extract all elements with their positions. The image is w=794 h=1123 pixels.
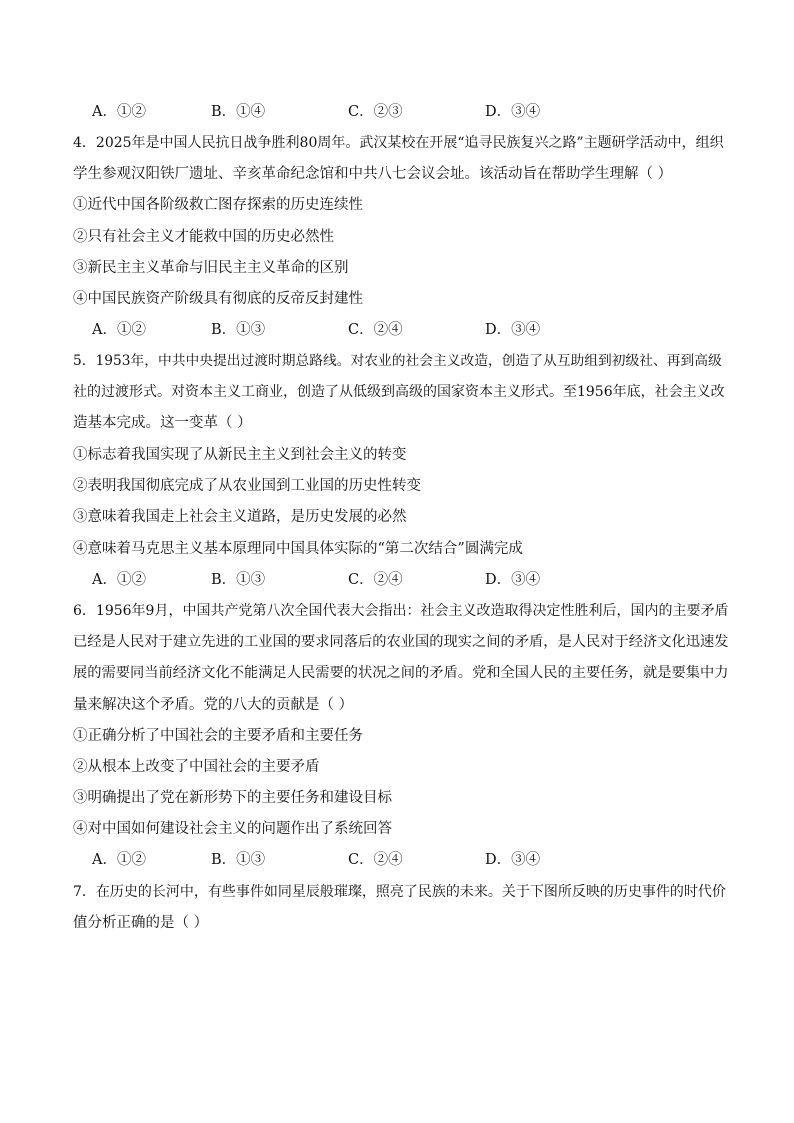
q4-stem-line-1: 4．2025年是中国人民抗日战争胜利80周年。武汉某校在开展“追寻民族复兴之路”主题研学活动中，组织 xyxy=(73,135,724,151)
q4-statement-2: ②只有社会主义才能救中国的历史必然性 xyxy=(73,229,334,245)
q5-stem-line-3: 造基本完成。这一变革（ ） xyxy=(73,415,252,431)
q5-option-b[interactable]: B．①③ xyxy=(211,572,266,588)
q6-option-a[interactable]: A．①② xyxy=(92,852,146,868)
q7-stem-line-1: 7．在历史的长河中，有些事件如同星辰般璀璨，照亮了民族的未来。关于下图所反映的历史事件的时代价 xyxy=(73,884,726,900)
q6-option-c[interactable]: C．②④ xyxy=(348,852,403,868)
q7-stem-line-2: 值分析正确的是（ ） xyxy=(73,915,209,931)
q5-statement-1: ①标志着我国实现了从新民主主义到社会主义的转变 xyxy=(73,447,407,463)
q6-option-d[interactable]: D．③④ xyxy=(485,852,541,868)
q6-stem-line-3: 展的需要同当前经济文化不能满足人民需要的状况之间的矛盾。党和全国人民的主要任务，就是要集中力 xyxy=(73,665,729,681)
q3-option-c[interactable]: C．②③ xyxy=(348,104,403,120)
q4-option-d[interactable]: D．③④ xyxy=(485,322,541,338)
q4-option-b[interactable]: B．①③ xyxy=(211,322,266,338)
q4-statement-4: ④中国民族资产阶级具有彻底的反帝反封建性 xyxy=(73,291,363,307)
q5-option-c[interactable]: C．②④ xyxy=(348,572,403,588)
q6-stem-line-1: 6．1956年9月，中国共产党第八次全国代表大会指出：社会主义改造取得决定性胜利后，国内的主要矛盾 xyxy=(73,603,729,619)
q6-stem-line-4: 量来解决这个矛盾。党的八大的贡献是（ ） xyxy=(73,697,354,713)
q5-stem-line-1: 5．1953年，中共中央提出过渡时期总路线。对农业的社会主义改造，创造了从互助组到初级社、再到高级 xyxy=(73,353,722,369)
q3-option-b[interactable]: B．①④ xyxy=(211,104,266,120)
q4-statement-3: ③新民主主义革命与旧民主主义革命的区别 xyxy=(73,260,349,276)
q5-statement-2: ②表明我国彻底完成了从农业国到工业国的历史性转变 xyxy=(73,478,421,494)
q5-option-a[interactable]: A．①② xyxy=(92,572,146,588)
q4-stem-line-2: 学生参观汉阳铁厂遗址、辛亥革命纪念馆和中共八七会议会址。该活动旨在帮助学生理解（ ） xyxy=(73,166,673,182)
q4-option-a[interactable]: A．①② xyxy=(92,322,146,338)
q6-statement-3: ③明确提出了党在新形势下的主要任务和建设目标 xyxy=(73,790,392,806)
q4-statement-1: ①近代中国各阶级救亡图存探索的历史连续性 xyxy=(73,197,363,213)
q6-statement-4: ④对中国如何建设社会主义的问题作出了系统回答 xyxy=(73,821,392,837)
q6-stem-line-2: 已经是人民对于建立先进的工业国的要求同落后的农业国的现实之间的矛盾，是人民对于经济文化迅速发 xyxy=(73,634,729,650)
q3-option-d[interactable]: D．③④ xyxy=(485,104,541,120)
q6-statement-2: ②从根本上改变了中国社会的主要矛盾 xyxy=(73,759,320,775)
q6-option-b[interactable]: B．①③ xyxy=(211,852,266,868)
q5-option-d[interactable]: D．③④ xyxy=(485,572,541,588)
q3-option-a[interactable]: A．①② xyxy=(92,104,146,120)
q5-stem-line-2: 社的过渡形式。对资本主义工商业，创造了从低级到高级的国家资本主义形式。至1956年底，社会主义改 xyxy=(73,384,725,400)
q5-statement-4: ④意味着马克思主义基本原理同中国具体实际的“第二次结合”圆满完成 xyxy=(73,541,523,557)
q4-option-c[interactable]: C．②④ xyxy=(348,322,403,338)
q5-statement-3: ③意味着我国走上社会主义道路，是历史发展的必然 xyxy=(73,509,407,525)
q6-statement-1: ①正确分析了中国社会的主要矛盾和主要任务 xyxy=(73,728,363,744)
